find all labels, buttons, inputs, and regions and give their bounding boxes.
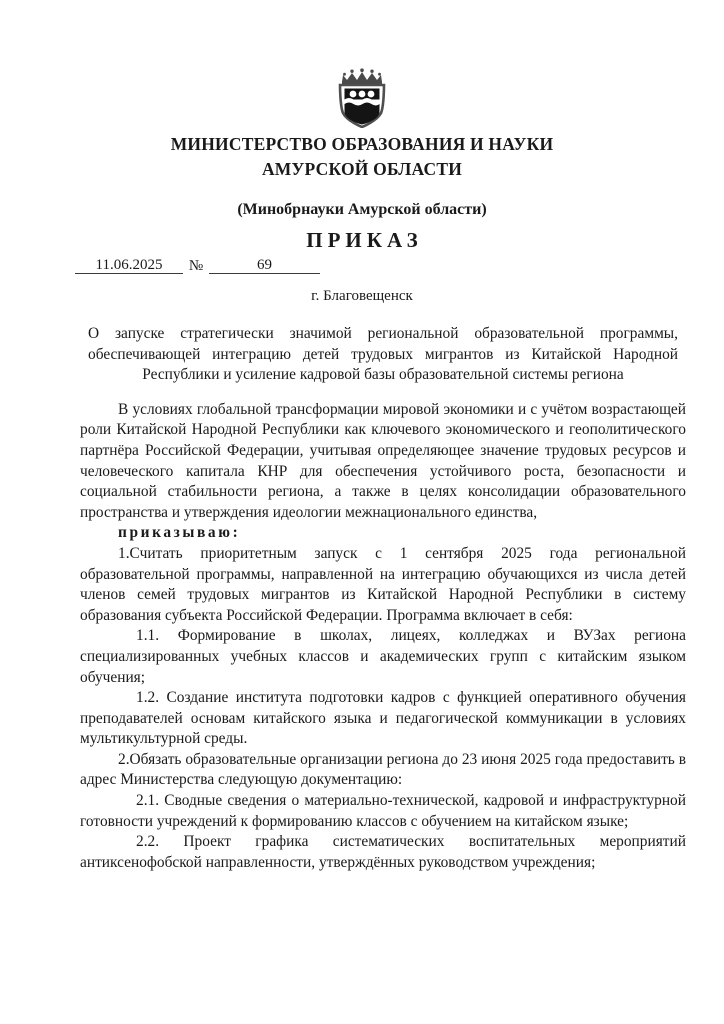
amur-oblast-coat-of-arms-icon xyxy=(334,68,390,128)
document-date: 11.06.2025 xyxy=(75,255,183,274)
clause-2: 2.Обязать образовательные организации региона до 23 июня 2025 года предоставить в адрес Министерства следующую документацию: xyxy=(80,750,686,789)
ministry-short-name: (Минобрнауки Амурской области) xyxy=(237,201,487,218)
organisation-header xyxy=(62,132,662,222)
number-sign-symbol: № xyxy=(188,258,204,274)
clause-2-2: 2.2. Проект графика систематических воспитательных мероприятий антиксенофобской направленности, утверждённых руководством учреждения; xyxy=(80,833,686,871)
preamble-paragraph: В условиях глобальной трансформации мировой экономики и с учётом возрастающей роли Китайской Народной Республики как ключевого экономического и геополитического партнёра Российской Федерации, учитывая определяющее значение трудовых ресурсов и человеческого капитала КНР для обеспечения устойчивого роста, безопасности и социальной стабильности региона, а также в целях консолидации образовательного пространства и утверждения идеологии межнационального единства, xyxy=(80,400,686,521)
clause-1-2: 1.2. Создание института подготовки кадров с функцией оперативного обучения преподавателей основам китайского языка и педагогической коммуникации в условиях мультикультурной среды. xyxy=(80,689,686,748)
clause-1: 1.Считать приоритетным запуск с 1 сентября 2025 года региональной образовательной программы, направленной на интеграцию обучающихся из числа детей членов семей трудовых мигрантов из Китайской Народной Республики в систему образования субъекта Российской Федерации. Программа включает в себя: xyxy=(80,544,686,624)
document-body xyxy=(80,324,686,873)
document-number: 69 xyxy=(209,255,320,274)
ministry-name-line-1: МИНИСТЕРСТВО ОБРАЗОВАНИЯ И НАУКИ xyxy=(170,134,554,154)
order-keyword: приказываю: xyxy=(118,524,241,542)
city-of-issue: г. Благовещенск xyxy=(311,288,413,304)
document-kind-title: ПРИКАЗ xyxy=(306,228,423,252)
clause-1-1: 1.1. Формирование в школах, лицеях, колледжах и ВУЗах региона специализированных учебных классов и академических групп с китайским языком обучения; xyxy=(80,627,686,686)
emblem-container xyxy=(0,68,724,128)
registration-line xyxy=(75,254,320,274)
ministry-name-line-2: АМУРСКОЙ ОБЛАСТИ xyxy=(261,159,463,179)
clause-2-1: 2.1. Сводные сведения о материально-технической, кадровой и инфраструктурной готовности учреждений к формированию классов с обучением на китайском языке; xyxy=(80,792,686,830)
document-subject: О запуске стратегически значимой региональной образовательной программы, обеспечивающей интеграцию детей трудовых мигрантов из Китайской Народной Республики и усиление кадровой базы образовательной системы региона xyxy=(88,325,678,384)
